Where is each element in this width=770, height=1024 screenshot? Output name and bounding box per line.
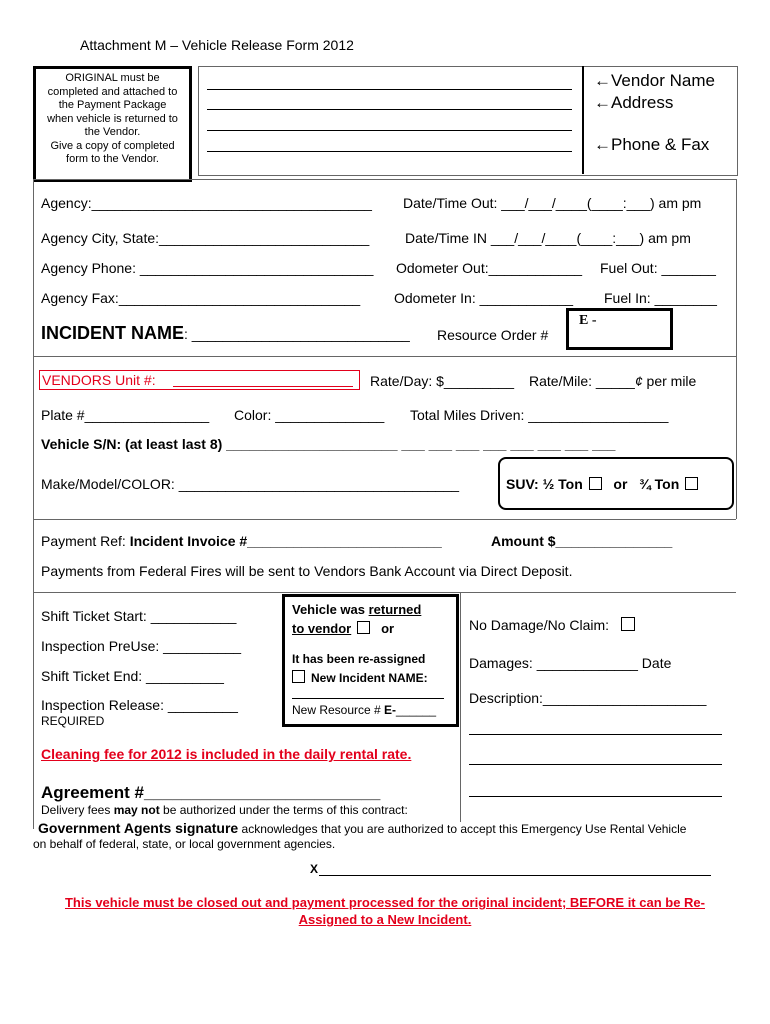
closing-note-line1: This vehicle must be closed out and payment processed for the original incident; BEFORE it can be Re-	[64, 895, 705, 910]
gov-agents-line1: Government Agents signature acknowledges that you are authorized to accept this Emergency Use Rental Vehicle	[38, 820, 687, 836]
payment-ref-field[interactable]: Payment Ref: Incident Invoice #_________________________	[41, 533, 442, 549]
date-time-in-field[interactable]: Date/Time IN ___/___/____(____:___) am pm	[405, 230, 691, 246]
date-time-out-field[interactable]: Date/Time Out: ___/___/____(____:___) am pm	[403, 195, 702, 211]
suv-half-ton-checkbox[interactable]	[589, 477, 602, 490]
incident-name-field[interactable]: INCIDENT NAME: ____________________________	[41, 323, 410, 343]
to-vendor-label: to vendor	[292, 621, 352, 636]
agency-field[interactable]: Agency:____________________________________	[41, 195, 372, 211]
make-model-color-field[interactable]: Make/Model/COLOR: ____________________________________	[41, 476, 460, 492]
new-incident-name-row: New Incident NAME:	[292, 670, 428, 685]
fuel-out-field[interactable]: Fuel Out: _______	[600, 260, 716, 276]
suv-three-quarter-ton-checkbox[interactable]	[685, 477, 698, 490]
plate-field[interactable]: Plate #________________	[41, 407, 210, 423]
required-note: REQUIRED	[41, 714, 105, 728]
rate-day-field[interactable]: Rate/Day: $_________	[370, 373, 514, 389]
suv-three-quarter-ton-label: ¾ Ton	[639, 476, 680, 492]
agency-fax-field[interactable]: Agency Fax:_______________________________	[41, 290, 361, 306]
returned-to-vendor-checkbox[interactable]	[357, 621, 370, 634]
closing-note-line2: Assigned to a New Incident.	[298, 912, 472, 927]
suv-or-label: or	[613, 476, 628, 492]
vendor-name-label: ←Vendor Name	[594, 71, 715, 90]
no-damage-field	[469, 617, 635, 633]
signature-x: X	[310, 862, 319, 876]
rate-mile-field[interactable]: Rate/Mile: _____¢ per mile	[529, 373, 697, 389]
color-field[interactable]: Color: ______________	[234, 407, 385, 423]
vehicle-returned-label: Vehicle was returned	[292, 602, 422, 617]
vendor-address-label: ←Address	[594, 93, 674, 112]
gov-agents-line2: on behalf of federal, state, or local government agencies.	[33, 837, 336, 851]
odometer-in-field[interactable]: Odometer In: ____________	[394, 290, 574, 306]
original-note: ORIGINAL must be completed and attached to the Payment Package when vehicle is returned to the Vendor. Give a copy of completed form to the Vendor.	[47, 72, 178, 165]
cleaning-fee-note: Cleaning fee for 2012 is included in the daily rental rate.	[41, 746, 412, 762]
no-damage-label: No Damage/No Claim:	[469, 617, 610, 633]
shift-ticket-end-field[interactable]: Shift Ticket End: __________	[41, 668, 224, 684]
description-field[interactable]: Description:_____________________	[469, 690, 707, 706]
agency-phone-field[interactable]: Agency Phone: ______________________________	[41, 260, 374, 276]
shift-ticket-start-field[interactable]: Shift Ticket Start: ___________	[41, 608, 237, 624]
agency-city-state-field[interactable]: Agency City, State:___________________________	[41, 230, 370, 246]
delivery-fees-note: Delivery fees may not be authorized under the terms of this contract:	[41, 803, 408, 817]
damages-field[interactable]: Damages: _____________ Date	[469, 655, 672, 671]
amount-field[interactable]: Amount $_______________	[491, 533, 673, 549]
new-resource-field[interactable]: New Resource # E-______	[292, 703, 437, 717]
original-note-box	[33, 66, 192, 182]
fuel-in-field[interactable]: Fuel In: ________	[604, 290, 717, 306]
new-incident-checkbox[interactable]	[292, 670, 305, 683]
vehicle-sn-field[interactable]: Vehicle S/N: (at least last 8) ______________________ ___ ___ ___ ___ ___ ___ ___ ___	[41, 436, 616, 452]
odometer-out-field[interactable]: Odometer Out:____________	[396, 260, 583, 276]
vehicle-returned-box: Vehicle was returned to vendor or It has been re-assigned New Incident NAME: New Resource # E-______	[282, 594, 459, 727]
suv-half-ton-label: SUV: ½ Ton	[506, 476, 583, 492]
suv-box	[498, 457, 734, 510]
incident-name-label: INCIDENT NAME	[41, 323, 184, 343]
direct-deposit-note: Payments from Federal Fires will be sent to Vendors Bank Account via Direct Deposit.	[41, 563, 573, 579]
no-damage-checkbox[interactable]	[621, 617, 635, 631]
signature-line[interactable]	[319, 875, 711, 876]
form-title: Attachment M – Vehicle Release Form 2012	[80, 37, 354, 53]
resource-order-label: Resource Order #	[437, 327, 549, 343]
reassigned-label: It has been re-assigned	[292, 652, 426, 666]
resource-order-box[interactable]: E -	[566, 308, 673, 350]
inspection-release-field[interactable]: Inspection Release: _________	[41, 697, 238, 713]
total-miles-field[interactable]: Total Miles Driven: __________________	[410, 407, 669, 423]
vendors-unit-field[interactable]: VENDORS Unit #:	[39, 370, 360, 390]
agreement-field[interactable]: Agreement #_________________________	[41, 783, 381, 802]
inspection-preuse-field[interactable]: Inspection PreUse: __________	[41, 638, 242, 654]
vendor-phone-fax-label: ←Phone & Fax	[594, 135, 710, 154]
